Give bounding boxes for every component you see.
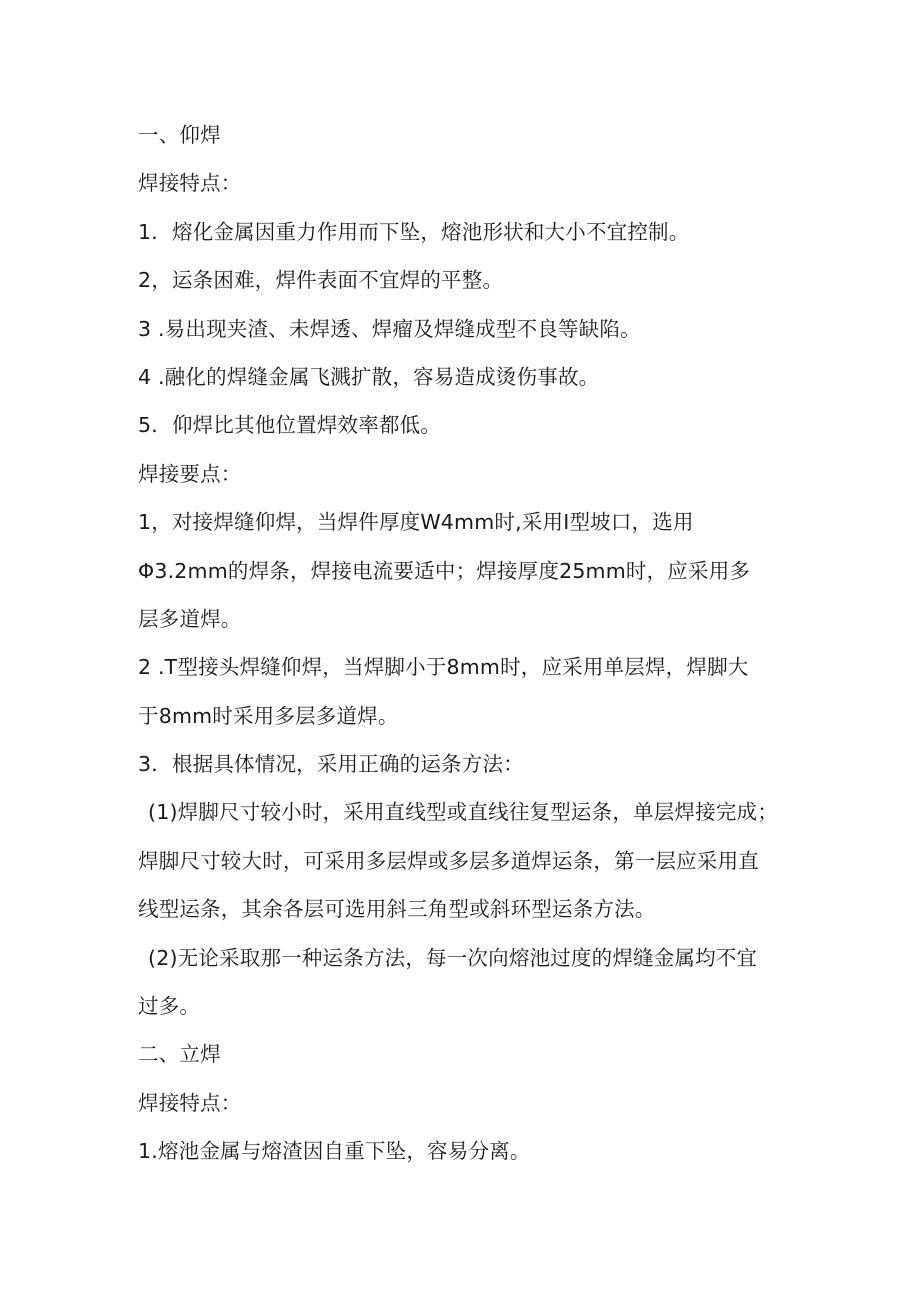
paragraph-line: (2)无论采取那一种运条方法，每一次向熔池过度的焊缝金属均不宜 (148, 945, 758, 970)
paragraph-line: 2 .T型接头焊缝仰焊，当焊脚小于8mm时，应采用单层焊，焊脚大 (138, 655, 749, 680)
paragraph-line: 1．熔化金属因重力作用而下坠，熔池形状和大小不宜控制。 (138, 219, 690, 244)
paragraph-line: 层多道焊。 (138, 606, 242, 631)
section-heading-vertical-welding: 二、立焊 (138, 1042, 221, 1067)
paragraph-line: 1，对接焊缝仰焊，当焊件厚度W4mm时,采用I型坡口，选用 (138, 510, 694, 535)
paragraph-line: (1)焊脚尺寸较小时，采用直线型或直线往复型运条，单层焊接完成； (148, 800, 778, 825)
paragraph-line: 线型运条，其余各层可选用斜三角型或斜环型运条方法。 (138, 897, 656, 922)
paragraph-line: 2，运条困难，焊件表面不宜焊的平整。 (138, 268, 504, 293)
subheading-welding-key-points: 焊接要点： (138, 461, 242, 486)
section-heading-overhead-welding: 一、仰焊 (138, 123, 221, 147)
paragraph-line: Φ3.2mm的焊条，焊接电流要适中；焊接厚度25mm时，应采用多 (138, 558, 751, 583)
paragraph-line: 1.熔池金属与熔渣因自重下坠，容易分离。 (138, 1139, 531, 1164)
paragraph-line: 4 .融化的焊缝金属飞溅扩散，容易造成烫伤事故。 (138, 364, 600, 389)
paragraph-line: 5．仰焊比其他位置焊效率都低。 (138, 413, 442, 438)
paragraph-line: 于8mm时采用多层多道焊。 (138, 703, 399, 728)
subheading-welding-characteristics: 焊接特点： (138, 171, 242, 196)
document-body (138, 111, 798, 1176)
paragraph-line: 过多。 (138, 994, 201, 1019)
paragraph-line: 焊脚尺寸较大时，可采用多层焊或多层多道焊运条，第一层应采用直 (138, 848, 759, 873)
paragraph-line: 3．根据具体情况，采用正确的运条方法： (138, 752, 524, 777)
paragraph-line: 3 .易出现夹渣、未焊透、焊瘤及焊缝成型不良等缺陷。 (138, 316, 641, 341)
subheading-welding-characteristics: 焊接特点： (138, 1090, 242, 1115)
